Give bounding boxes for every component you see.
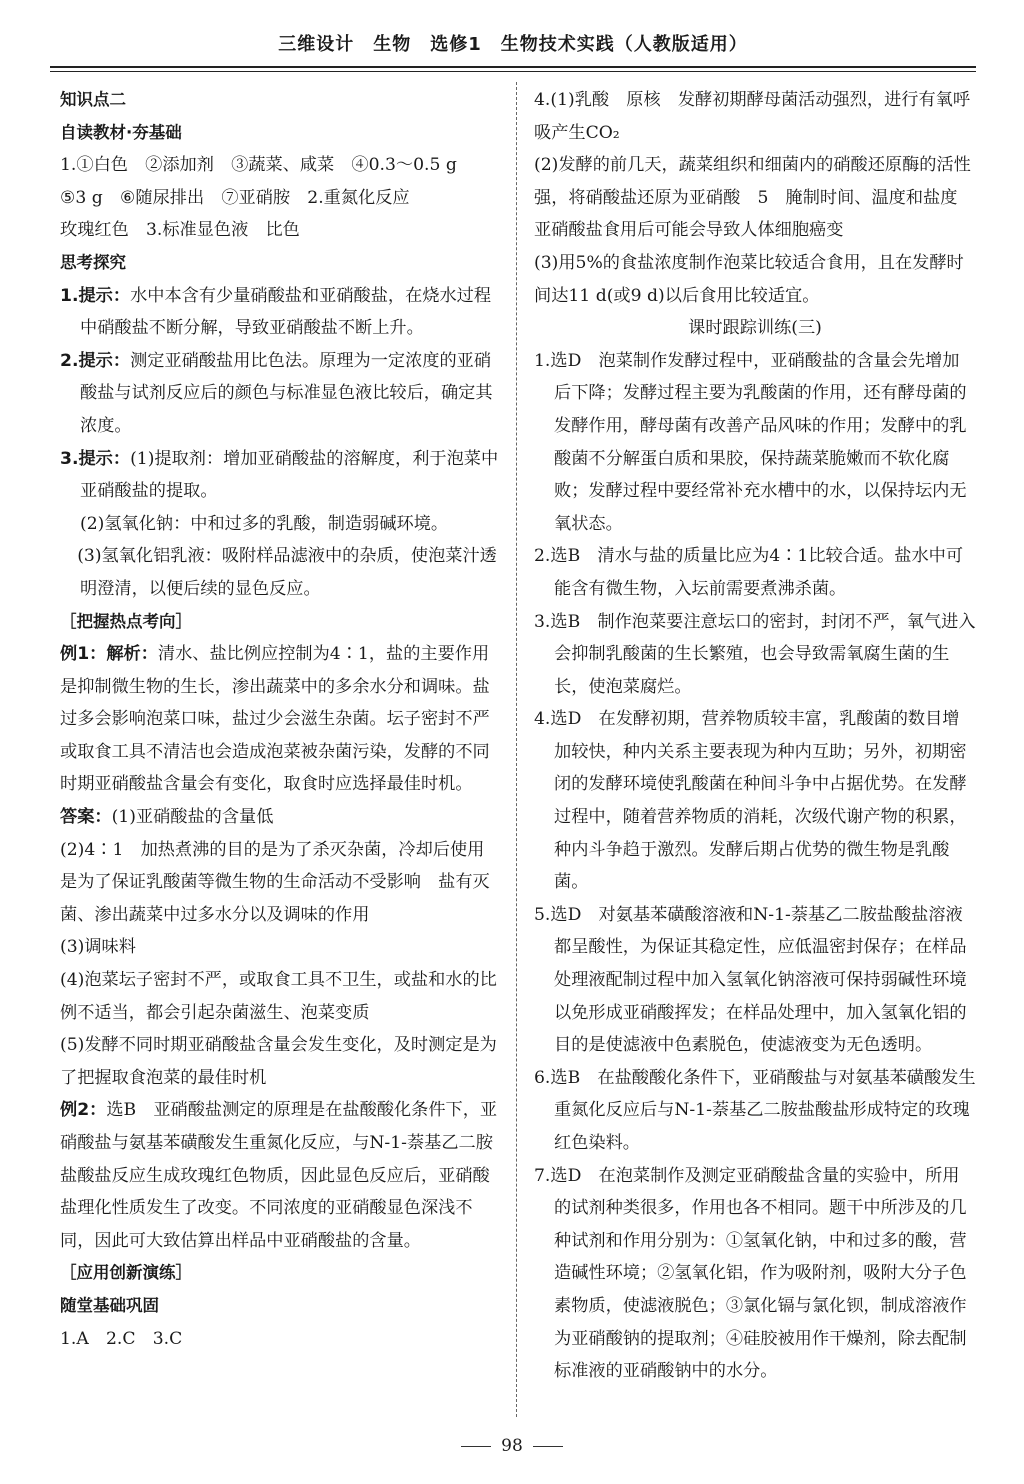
answer-label: 2.提示：: [60, 350, 131, 371]
right-paragraph-6: [534, 606, 976, 704]
left-column: [60, 84, 500, 1355]
paragraph-text: (2)氢氧化钠：中和过多的乳酸，制造弱碱环境。: [80, 513, 449, 534]
left-paragraph-13: [60, 801, 500, 834]
right-paragraph-10: [534, 1160, 976, 1388]
left-paragraph-18: [60, 1094, 500, 1257]
paragraph-text: ［应用创新演练］: [60, 1263, 192, 1283]
paragraph-text: 1.①白色 ②添加剂 ③蔬菜、咸菜 ④0.3～0.5 g: [60, 155, 457, 176]
paragraph-text: 5.选D 对氨基苯磺酸溶液和N-1-萘基乙二胺盐酸盐溶液都呈酸性，为保证其稳定性，应低温密封保存；在样品处理液配制过程中加入氢氧化钠溶液可保持弱碱性环境以免形成亚硝酸挥发；在样品处理中，加入氢氧化铝的目的是使滤液中色素脱色，使滤液变为无色透明。: [534, 904, 967, 1056]
right-paragraph-9: [534, 1062, 976, 1160]
left-paragraph-2: [60, 149, 500, 182]
paragraph-text: (3)调味料: [60, 937, 136, 958]
answer-label: 3.提示：: [60, 448, 131, 469]
left-paragraph-12: [60, 638, 500, 801]
paragraph-text: (1)亚硝酸盐的含量低: [111, 807, 274, 828]
paragraph-text: (3)用5%的食盐浓度制作泡菜比较适合食用，且在发酵时间达11 d(或9 d)以后食用比较适宜。: [534, 252, 964, 306]
paragraph-text: (2)发酵的前几天，蔬菜组织和细菌内的硝酸还原酶的活性强，将硝酸盐还原为亚硝酸 5 腌制时间、温度和盐度 亚硝酸盐食用后可能会导致人体细胞癌变: [534, 155, 975, 241]
paragraph-text: ⑤3 g ⑥随尿排出 ⑦亚硝胺 2.重氮化反应: [60, 187, 410, 208]
paragraph-text: (5)发酵不同时期亚硝酸盐含量会发生变化，及时测定是为了把握取食泡菜的最佳时机: [60, 1035, 497, 1088]
paragraph-text: 1.选D 泡菜制作发酵过程中，亚硝酸盐的含量会先增加后下降；发酵过程主要为乳酸菌的作用，还有酵母菌的发酵作用，酵母菌有改善产品风味的作用；发酵中的乳酸菌不分解蛋白质和果胶，保持蔬菜脆嫩而不软化腐败；发酵过程中要经常补充水槽中的水，以保持坛内无氧状态。: [534, 350, 967, 534]
paragraph-text: 2.选B 清水与盐的质量比应为4∶1比较合适。盐水中可能含有微生物，入坛前需要煮沸杀菌。: [534, 546, 964, 599]
left-paragraph-3: [60, 182, 500, 215]
left-paragraph-8: [60, 443, 500, 508]
paragraph-text: 水中本含有少量硝酸盐和亚硝酸盐，在烧水过程中硝酸盐不断分解，导致亚硝酸盐不断上升。: [80, 285, 492, 339]
page-footer: [0, 1436, 1024, 1456]
paragraph-text: 随堂基础巩固: [60, 1295, 159, 1315]
paragraph-text: ［把握热点考向］: [60, 611, 192, 631]
left-paragraph-19: [60, 1257, 500, 1290]
column-divider: [516, 82, 517, 1417]
paragraph-text: (3)氢氧化铝乳液：吸附样品滤液中的杂质，使泡菜汁透明澄清，以便后续的显色反应。: [60, 546, 497, 599]
left-paragraph-6: [60, 280, 500, 345]
paragraph-text: 7.选D 在泡菜制作及测定亚硝酸盐含量的实验中，所用的试剂种类很多，作用也各不相同。题干中所涉及的几种试剂和作用分别为：①氢氧化钠，中和过多的酸，营造碱性环境；②氢氧化铝，作为吸附剂，吸附大分子色素物质，使滤液脱色；③氯化镉与氯化钡，制成溶液作为亚硝酸钠的提取剂；④硅胶被用作干燥剂，除去配制标准液的亚硝酸钠中的水分。: [534, 1165, 967, 1382]
answer-label: 例2：: [60, 1100, 107, 1121]
right-paragraph-7: [534, 703, 976, 899]
paragraph-text: 自读教材·夯基础: [60, 122, 182, 142]
right-paragraph-3: [534, 312, 976, 345]
header-rule-thin: [50, 71, 976, 72]
left-paragraph-11: [60, 606, 500, 639]
paragraph-text: (4)泡菜坛子密封不严，或取食工具不卫生，或盐和水的比例不适当，都会引起杂菌滋生、泡菜变质: [60, 970, 497, 1023]
footer-dash-left: [461, 1446, 491, 1447]
paragraph-text: (1)提取剂：增加亚硝酸盐的溶解度，利于泡菜中亚硝酸盐的提取。: [80, 448, 499, 502]
paragraph-text: 1.A 2.C 3.C: [60, 1328, 183, 1349]
paragraph-text: 测定亚硝酸盐用比色法。原理为一定浓度的亚硝酸盐与试剂反应后的颜色与标准显色液比较后，确定其浓度。: [80, 350, 493, 436]
left-paragraph-1: [60, 117, 500, 150]
left-paragraph-17: [60, 1029, 500, 1094]
left-paragraph-14: [60, 834, 500, 932]
paragraph-text: 4.(1)乳酸 原核 发酵初期酵母菌活动强烈，进行有氧呼吸产生CO₂: [534, 90, 971, 143]
left-paragraph-7: [60, 345, 500, 443]
paragraph-text: 知识点二: [60, 90, 126, 109]
paragraph-text: 玫瑰红色 3.标准显色液 比色: [60, 220, 300, 241]
right-paragraph-2: [534, 247, 976, 312]
paragraph-text: 课时跟踪训练(三): [688, 318, 822, 339]
right-paragraph-5: [534, 540, 976, 605]
right-paragraph-4: [534, 345, 976, 541]
paragraph-text: (2)4∶1 加热煮沸的目的是为了杀灭杂菌，冷却后使用是为了保证乳酸菌等微生物的生命活动不受影响 盐有灭菌、渗出蔬菜中过多水分以及调味的作用: [60, 839, 490, 925]
right-paragraph-0: [534, 84, 976, 149]
left-paragraph-0: [60, 84, 500, 117]
right-paragraph-8: [534, 899, 976, 1062]
paragraph-text: 选B 亚硝酸盐测定的原理是在盐酸酸化条件下，亚硝酸盐与氨基苯磺酸发生重氮化反应，与N-1-萘基乙二胺盐酸盐反应生成玫瑰红色物质，因此显色反应后，亚硝酸盐理化性质发生了改变。不同浓度的亚硝酸显色深浅不同，因此可大致估算出样品中亚硝酸盐的含量。: [60, 1100, 498, 1251]
left-paragraph-10: [60, 540, 500, 605]
paragraph-text: 清水、盐比例应控制为4∶1，盐的主要作用是抑制微生物的生长，渗出蔬菜中的多余水分和调味。盐过多会影响泡菜口味，盐过少会滋生杂菌。坛子密封不严或取食工具不清洁也会造成泡菜被杂菌污染，发酵的不同时期亚硝酸盐含量会有变化，取食时应选择最佳时机。: [60, 644, 490, 795]
footer-dash-right: [533, 1446, 563, 1447]
paragraph-text: 3.选B 制作泡菜要注意坛口的密封，封闭不严，氧气进入会抑制乳酸菌的生长繁殖，也会导致需氧腐生菌的生长，使泡菜腐烂。: [534, 611, 976, 697]
paragraph-text: 4.选D 在发酵初期，营养物质较丰富，乳酸菌的数目增加较快，种内关系主要表现为种内互助；另外，初期密闭的发酵环境使乳酸菌在种间斗争中占据优势。在发酵过程中，随着营养物质的消耗，次级代谢产物的积累，种内斗争趋于激烈。发酵后期占优势的微生物是乳酸菌。: [534, 709, 967, 893]
left-paragraph-15: [60, 931, 500, 964]
answer-label: 1.提示：: [60, 285, 131, 306]
left-paragraph-20: [60, 1290, 500, 1323]
paragraph-text: 思考探究: [60, 252, 126, 272]
right-paragraph-1: [534, 149, 976, 247]
answer-label: 例1：解析：: [60, 644, 158, 665]
page-number: 98: [501, 1436, 523, 1456]
header-rule-thick: [50, 66, 976, 68]
left-paragraph-9: [60, 508, 500, 541]
answer-label: 答案：: [60, 807, 112, 828]
left-paragraph-4: [60, 214, 500, 247]
right-column: [534, 84, 976, 1388]
left-paragraph-5: [60, 247, 500, 280]
paragraph-text: 6.选B 在盐酸酸化条件下，亚硝酸盐与对氨基苯磺酸发生重氮化反应后与N-1-萘基乙二胺盐酸盐形成特定的玫瑰红色染料。: [534, 1067, 976, 1153]
running-header: 三维设计 生物 选修1 生物技术实践（人教版适用）: [278, 34, 748, 55]
left-paragraph-16: [60, 964, 500, 1029]
left-paragraph-21: [60, 1323, 500, 1356]
